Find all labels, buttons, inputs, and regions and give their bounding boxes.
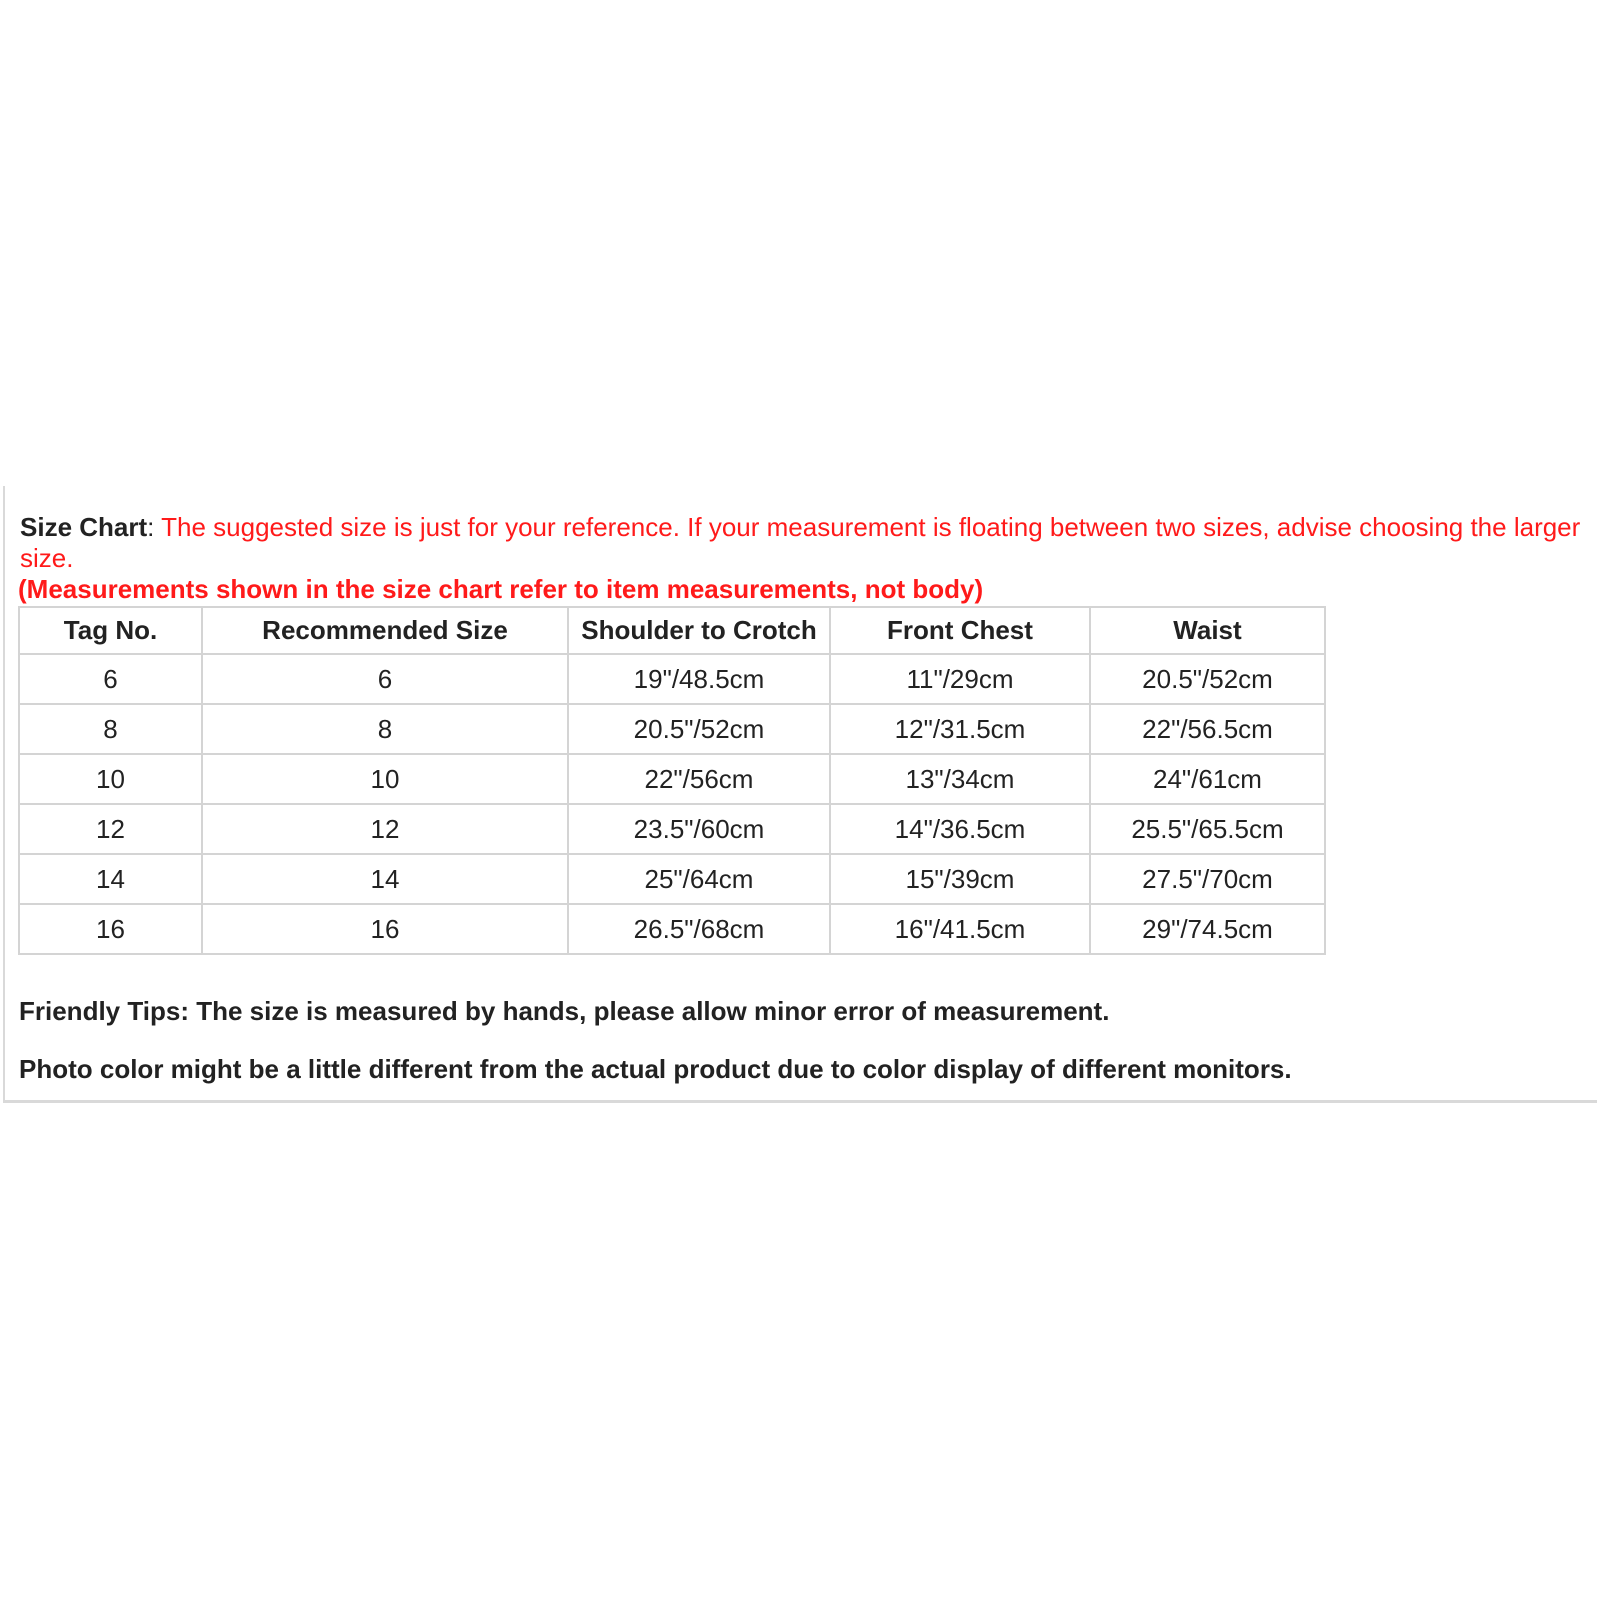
photo-color-note: Photo color might be a little different from the actual product due to color display of different monitors. — [19, 1054, 1292, 1084]
table-row — [19, 904, 1325, 954]
cell-recommended-size: 8 — [202, 704, 568, 754]
cell-front-chest: 16"/41.5cm — [830, 904, 1090, 954]
table-row — [19, 854, 1325, 904]
size-advice-text: The suggested size is just for your reference. If your measurement is floating between two sizes, advise choosing the larger size. — [20, 512, 1581, 573]
cell-tag-no: 8 — [19, 704, 202, 754]
cell-tag-no: 16 — [19, 904, 202, 954]
size-table — [18, 606, 1326, 955]
cell-waist: 22"/56.5cm — [1090, 704, 1325, 754]
cell-front-chest: 14"/36.5cm — [830, 804, 1090, 854]
cell-waist: 25.5"/65.5cm — [1090, 804, 1325, 854]
friendly-tips: Friendly Tips: The size is measured by hands, please allow minor error of measurement. — [19, 996, 1110, 1026]
size-chart-panel — [3, 486, 1597, 1103]
cell-recommended-size: 12 — [202, 804, 568, 854]
cell-shoulder-to-crotch: 26.5"/68cm — [568, 904, 830, 954]
cell-waist: 29"/74.5cm — [1090, 904, 1325, 954]
header-front-chest: Front Chest — [830, 607, 1090, 654]
cell-shoulder-to-crotch: 19"/48.5cm — [568, 654, 830, 704]
cell-tag-no: 12 — [19, 804, 202, 854]
cell-shoulder-to-crotch: 23.5"/60cm — [568, 804, 830, 854]
table-row — [19, 654, 1325, 704]
cell-front-chest: 13"/34cm — [830, 754, 1090, 804]
header-recommended-size: Recommended Size — [202, 607, 568, 654]
cell-shoulder-to-crotch: 20.5"/52cm — [568, 704, 830, 754]
cell-recommended-size: 6 — [202, 654, 568, 704]
header-tag-no: Tag No. — [19, 607, 202, 654]
cell-tag-no: 14 — [19, 854, 202, 904]
intro-separator: : — [147, 512, 162, 542]
header-shoulder-to-crotch: Shoulder to Crotch — [568, 607, 830, 654]
size-chart-intro — [20, 512, 1590, 574]
cell-waist: 24"/61cm — [1090, 754, 1325, 804]
cell-waist: 27.5"/70cm — [1090, 854, 1325, 904]
measurement-notice: (Measurements shown in the size chart refer to item measurements, not body) — [18, 574, 984, 604]
cell-tag-no: 6 — [19, 654, 202, 704]
cell-recommended-size: 14 — [202, 854, 568, 904]
table-row — [19, 704, 1325, 754]
cell-front-chest: 11"/29cm — [830, 654, 1090, 704]
cell-front-chest: 15"/39cm — [830, 854, 1090, 904]
table-row — [19, 804, 1325, 854]
cell-waist: 20.5"/52cm — [1090, 654, 1325, 704]
cell-recommended-size: 16 — [202, 904, 568, 954]
size-chart-label: Size Chart — [20, 512, 148, 542]
table-header-row — [19, 607, 1325, 654]
cell-shoulder-to-crotch: 25"/64cm — [568, 854, 830, 904]
table-row — [19, 754, 1325, 804]
header-waist: Waist — [1090, 607, 1325, 654]
cell-tag-no: 10 — [19, 754, 202, 804]
cell-shoulder-to-crotch: 22"/56cm — [568, 754, 830, 804]
cell-recommended-size: 10 — [202, 754, 568, 804]
cell-front-chest: 12"/31.5cm — [830, 704, 1090, 754]
